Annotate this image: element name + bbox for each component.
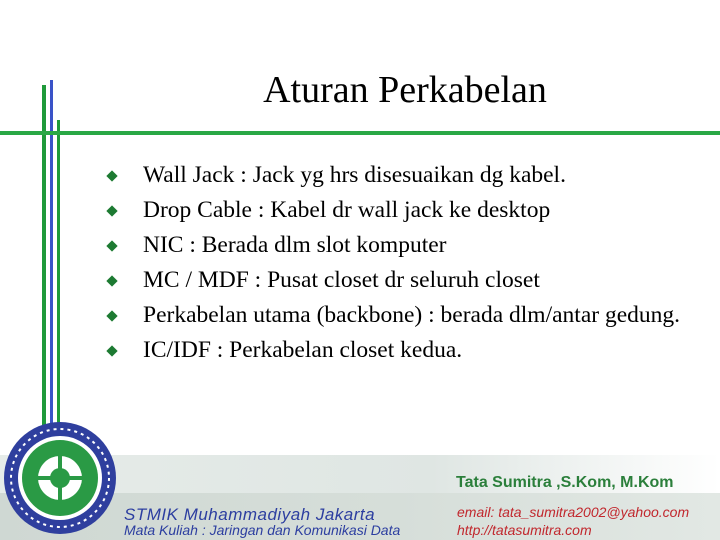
title-underline xyxy=(0,131,720,135)
footer-author: Tata Sumitra ,S.Kom, M.Kom xyxy=(456,474,674,491)
college-seal-logo xyxy=(0,410,125,535)
footer-website: http://tatasumitra.com xyxy=(457,522,592,538)
diamond-bullet-icon xyxy=(106,345,117,356)
vertical-rule-green-2 xyxy=(57,120,60,440)
bullet-text: Wall Jack : Jack yg hrs disesuaikan dg kabel. xyxy=(143,162,566,188)
footer-email: email: tata_sumitra2002@yahoo.com xyxy=(457,504,690,520)
diamond-bullet-icon xyxy=(106,275,117,286)
diamond-bullet-icon xyxy=(106,205,117,216)
bullet-text: IC/IDF : Perkabelan closet kedua. xyxy=(143,337,463,363)
bullet-item xyxy=(108,263,708,298)
diamond-bullet-icon xyxy=(106,240,117,251)
bullet-text: Drop Cable : Kabel dr wall jack ke desktop xyxy=(143,197,551,223)
footer-institution: STMIK Muhammadiyah Jakarta xyxy=(124,505,376,524)
bullet-item xyxy=(108,193,708,228)
bullet-text: NIC : Berada dlm slot komputer xyxy=(143,232,447,258)
vertical-rule-green-1 xyxy=(42,85,46,445)
bullet-item xyxy=(108,298,708,333)
slide-title: Aturan Perkabelan xyxy=(263,69,547,111)
diamond-bullet-icon xyxy=(106,310,117,321)
bullet-text: Perkabelan utama (backbone) : berada dlm/antar gedung. xyxy=(143,302,681,328)
bullet-item xyxy=(108,333,708,368)
bullet-list xyxy=(108,158,708,368)
bullet-item xyxy=(108,228,708,263)
footer-course: Mata Kuliah : Jaringan dan Komunikasi Data xyxy=(124,522,401,538)
bullet-item xyxy=(108,158,708,193)
diamond-bullet-icon xyxy=(106,170,117,181)
bullet-text: MC / MDF : Pusat closet dr seluruh closet xyxy=(143,267,540,293)
